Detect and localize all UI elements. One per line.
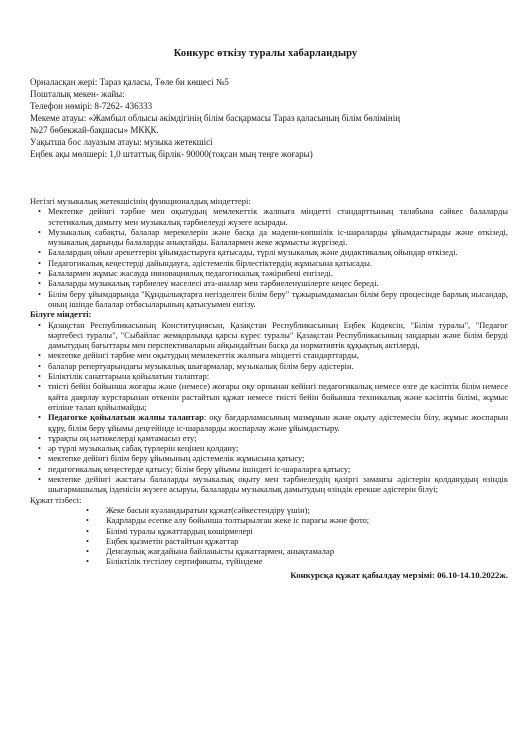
duty-item: • Мектепке дейінгі тәрбие мен оқытудың мемлекеттік жалпыға міндетті стандарттының талабына сәйкес балаларды эстетикалық дамыту мен музыкалық тәрбиелеуді жүзеге асырады. <box>30 206 508 227</box>
knowledge-intro: • Қазақстан Республикасының Конституциясын, Қазақстан Республикасының Еңбек Кодексін, "Білім туралы", "Педагог мәртебесі туралы", "Сыбайлас жемқорлыққа қарсы күрес туралы" Қазақстан Республикасының заңдарын және білім беруді дамытудың бағыттары мен перспективаларын айқындайтын басқа да нормативтік құқықтық актілерді, <box>30 320 508 351</box>
general-requirements-label: Педагогке қойылатын жалпы талаптар <box>48 412 204 423</box>
doc-item: • Жеке басын куәландыратын құжат(сәйкестендіру үшін); <box>80 505 508 515</box>
knowledge-heading: Білуге міндетті: <box>30 309 92 320</box>
phone-line: Телефон нөмірі: 8-7262- 436333 <box>30 101 153 111</box>
location-line: Орналасқан жері: Тараз қаласы, Төле би көшесі №5 <box>30 77 229 87</box>
general-requirements <box>30 412 508 433</box>
deadline-line: Конкурсқа құжат қабылдау мерзімі: 06.10-14.10.2022ж. <box>290 569 508 580</box>
duty-item: • Білім беру ұйымдарында "Құндылықтарға негізделген білім беру" тұжырымдамасын білім беру процесінде барлық нысандар, оның ішінде балалар отбасыларының қатысуымен енгізу. <box>30 289 508 310</box>
document-title: Конкурс өткізу туралы хабарландыру <box>173 48 358 59</box>
doc-item: • Еңбек қызметін растайтын құжаттар <box>80 536 508 546</box>
institution-line-1: Мекеме атауы: «Жамбыл облысы әкімдігінің білім басқармасы Тараз қаласының білім бөлімінің <box>30 113 401 123</box>
duty-item: • Музыкалық сабақты, балалар мерекелерін және басқа да мәдени-көпшілік іс-шараларды ұйымдастырады және өткізеді, музыкалық дарынды балаларды анықтайды. Балалармен жеке жұмысты жүргізеді. <box>30 227 508 248</box>
skill-item: • педагогикалық кеңестерде қатысу; білім беру ұйымы ішіндегі іс-шараларға қатысу; <box>30 464 508 474</box>
general-requirements-text: : оқу бағдарламасының мазмұнын және оқыту әдістемесін білу, жұмыс жоспарын құру, білім беру ұйымы деңгейінде іс-шараларды жоспарлау және ұйымдастыру. <box>48 412 508 433</box>
doc-item: • Денсаулық жағдайына байланысты құжаттармен, анықтамалар <box>80 546 508 556</box>
knowledge-item: • балалар репертуарындағы музыкалық шығармалар, музыкалық білім беру әдістерін. <box>30 361 508 371</box>
qualification-item: • Біліктілік санаттарына қойылатын талаптар: <box>30 371 508 381</box>
vacancy-line: Уақытша бос лауазым атауы: музыка жетекшісі <box>30 137 213 147</box>
duty-item: • Балаларды музыкалық тәрбиелеу мәселесі ата-аналар мен тәрбиеленушілерге кеңес береді. <box>30 278 508 288</box>
knowledge-item: • мектепке дейінгі тәрбие мен оқытудың мемлекеттік жалпыға міндетті стандарттарды, <box>30 350 508 360</box>
skill-item: • тұрақты оң нәтижелерді қамтамасыз ету; <box>30 433 508 443</box>
doc-item: • Білімі туралы құжаттардың көшірмелері <box>80 526 508 536</box>
skill-item: • әр түрлі музыкалық сабақ түрлерін кеңінен қолдану; <box>30 443 508 453</box>
functions-heading: Негізгі музыкалық жетекшісінің функционалдық міндеттері: <box>30 196 251 206</box>
institution-line-2: №27 бөбекжай-бақшасы» МКҚК. <box>30 125 159 135</box>
skill-item: • мектепке дейінгі білім беру ұйымының әдістемелік жұмысына қатысу; <box>30 453 508 463</box>
duty-item: • Балалардың ойын әрекеттерін ұйымдастыруға қатысады, түрлі музыкалық және дидактикалық ойындар өткізеді. <box>30 247 508 257</box>
postal-line: Пошталық мекен- жайы: <box>30 89 125 99</box>
document-body <box>30 196 508 580</box>
modern-methods-item: • мектепке дейінгі жастағы балаларды музыкалық оқыту мен тәрбиелеудің қазіргі заманғы әдістерін қолданудың өзіндік шығармашылық ізденісін жүзеге асыруы, балаларды музыкалық дамытудың өзіндік ерекше әдістерін білуі; <box>30 474 508 495</box>
duty-item: • Педагогикалық кеңестерді дайындауға, әдістемелік бірлестіктердің жұмысына қатысады. <box>30 258 508 268</box>
salary-line: Еңбек ақы мөлшері: 1,0 штаттық бірлік- 90000(тоқсан мың теңге жоғары) <box>30 149 313 159</box>
docs-heading: Құжат тізбесі: <box>30 494 82 505</box>
education-requirement: • тиісті бейін бойынша жоғары және (немесе) жоғары оқу орнынан кейінгі педагогикалық немесе өзге де кәсіптік білім немесе қайта даярлау курстарынан өткенін растайтын құжат немесе тиісті бейін бойынша техникалық және кәсіптік білімі, жұмыс өтіліне талап қойылмайды; <box>30 381 508 412</box>
docs-list <box>30 505 508 567</box>
doc-item: • Кадрларды есепке алу бойынша толтырылған жеке іс парағы және фото; <box>80 515 508 525</box>
duty-item: • Балалармен жұмыс жасауда инновациялық педагогикалық тәжірибені енгізеді. <box>30 268 508 278</box>
doc-item: • Біліктілік тестілеу сертификаты, түйіндеме <box>80 556 508 566</box>
